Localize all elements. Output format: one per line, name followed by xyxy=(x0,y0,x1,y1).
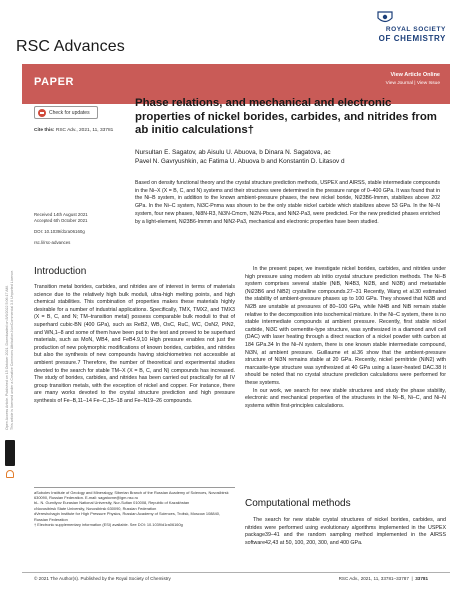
cc-by-nc-icon[interactable] xyxy=(5,440,15,466)
citation xyxy=(34,128,113,133)
footnote-divider xyxy=(34,487,235,488)
access-license-text xyxy=(5,270,15,430)
right-column-body xyxy=(245,266,446,410)
copyright-notice: © 2021 The Author(s). Published by the Royal Society of Chemistry xyxy=(34,576,171,581)
affiliation-footnotes xyxy=(34,487,235,527)
view-journal-link[interactable]: View Journal | View Issue xyxy=(385,81,440,86)
computational-methods-body xyxy=(245,517,446,547)
article-history xyxy=(34,212,118,246)
publisher-name-line1: ROYAL SOCIETY xyxy=(385,26,446,33)
right-paragraph-2: In our work, we search for new stable structures and study the phase stability, electronic and mechanical properties of the structures in the Ni–B, Ni–C, and Ni–N systems within first-principles calculations. xyxy=(245,387,446,409)
page-number: 33781 xyxy=(415,576,428,581)
computational-methods-heading: Computational methods xyxy=(245,498,351,509)
open-access-badge xyxy=(6,470,14,510)
page-reference: RSC Adv., 2021, 11, 33781–33787 | 33781 xyxy=(338,576,428,581)
authors-line-2: Pavel N. Gavryushkin, ac Fatima U. Abuova b and Konstantin D. Litasov d xyxy=(135,158,345,165)
view-online-link[interactable]: View Article Online xyxy=(390,72,440,78)
check-updates-label: Check for updates xyxy=(49,109,90,116)
journal-title: RSC Advances xyxy=(16,38,125,55)
rsc-crest-icon xyxy=(376,10,394,26)
footer-divider xyxy=(22,572,450,573)
cite-prefix: Cite this: xyxy=(34,128,55,133)
introduction-heading: Introduction xyxy=(34,266,87,277)
introduction-paragraph: Transition metal borides, carbides, and nitrides are of interest in terms of materials science due to the relatively high bulk moduli, ultra-high melting points, and high chemical stabilities. This combination of properties makes these materials highly desirable for a number of industrial applications. Specifically, TMX, TMX2, and TMX3 (X = B, C, and N; TM–transition metal) possess comparable bulk moduli to that of superhard cubic-BN (400 GPa), such as ReB2, WB, OsC, RuC, WC, OsN2, PtN2, and WN,1–8 and some of them have been put to the test and proved to be superhard materials, such as MoN, WB4, and FeB4.9,10 High pressure enables not just the production of new polymorphic modifications of known borides, carbides, and nitrides but also the synthesis of new compounds having stoichiometries not accessible at ambient pressure.7 Therefore, the number of theoretical and experimental studies devoted to the search for stable TM–X (X = B, C, and N) compounds has increased. The study of borides, carbides, and nitrides has been carried out practically for all IV group transition metals, with the exception of nickel and copper. For instance, there are many works devoted to the crystal structure prediction and high pressure synthesis of Fe–B,11–14 Fe–C,15–18 and Fe–N19–26 compounds. xyxy=(34,284,235,404)
access-text: Open Access Article. Published on 15 October 2021. Downloaded on 8/9/2022 5:06:17 AM. xyxy=(5,285,9,430)
page-range-ref: RSC Adv., 2021, 11, 33781–33787 xyxy=(338,576,409,581)
license-text[interactable]: This article is licensed under a Creative Commons Attribution-NonCommercial 3.0 Unported Licence. xyxy=(10,269,14,430)
check-updates-icon xyxy=(38,109,46,117)
journal-site[interactable]: rsc.li/rsc-advances xyxy=(34,240,71,245)
right-paragraph-1: In the present paper, we investigate nickel borides, carbides, and nitrides under high pressure using modern ab initio crystal structure prediction methods. The Ni–B system comprises several stable (NiB, Ni4B3, Ni2B, and Ni3B) and metastable (Ni23B6 and NiB2) crystalline compounds.27–31 Recently, Wang et al.30 estimated the stability of ambient-pressure phases up to 100 GPa. They showed that Ni3B and Ni2B are unstable at pressures of 80–100 GPa, while Ni4B and NiB remain stable relative to the decomposition into isochemical mixture. In the Ni–C system, there is no stable intermediate compounds at ambient pressure. Recently, first stable nickel carbide, Ni3C with cementite-type structure, was synthesized in a diamond anvil cell (DAC) with laser heating through a direct reaction of a nickel powder with carbon at 184 GPa.34 In the Ni–N system, there is one known stable intermediate compound, Ni3N, at ambient pressure. Guillaume et al.36 show that the ambient-pressure structure of Ni3N remains stable at 20 GPa. Recently, nickel pernitride (NiN2) with marcasite-type structure was synthesized at 40 GPa using a laser-heated DAC.38 It should be noted that no crystal structure prediction calculations were performed for these systems. xyxy=(245,266,446,386)
introduction-body xyxy=(34,284,235,406)
footnote-b: bL. N. Gumilyov Eurasian National University, Nur-Sultan 010008, Republic of Kazakhstan xyxy=(34,500,190,506)
accepted-date: Accepted 6th October 2021 xyxy=(34,218,88,223)
cite-ref: RSC Adv., 2021, 11, 33781 xyxy=(55,128,114,133)
abstract: Based on density functional theory and the crystal structure prediction methods, USPEX and AIRSS, stable intermediate compounds in the Ni–X (X = B, C, and N) systems and their structures were determined in the pressure range of 0–400 GPa. It was found that in the Ni–B system, in addition to the known ambient-pressure phases, the new nickel boride, Ni23B6-Immm, stabilizes above 202 GPa. In the Ni–C system, Ni3C-Pnma was shown to be the only stable nickel carbide which stabilizes above 53 GPa. In the Ni–N system, four new phases, Ni8N-R3, Ni3N-Cmcm, Ni2N-Pbca, and NiN2-Pa3, were predicted. For the new predicted phases enriched by a light-element, Ni23B6-Immm and NiN2-Pa3, mechanical and electronic properties have been studied. xyxy=(135,180,440,225)
doi[interactable]: DOI: 10.1039/d1ra06160g xyxy=(34,229,85,234)
article-title: Phase relations, and mechanical and electronic properties of nickel borides, carbides, and nitrides from ab initio calculations† xyxy=(135,97,437,136)
computational-methods-paragraph: The search for new stable crystal structures of nickel borides, carbides, and nitrides were performed using evolutionary algorithms implemented in the USPEX package39–41 and the random sampling method implemented in the AIRSS software42,43 at 50, 100, 200, 300, and 400 GPa. xyxy=(245,517,446,546)
footnote-esi[interactable]: † Electronic supplementary information (ESI) available. See DOI: 10.1039/d1ra06160g xyxy=(34,521,183,527)
received-date: Received 14th August 2021 xyxy=(34,212,88,217)
footnote-a: aSobolev Institute of Geology and Mineralogy, Siberian Branch of the Russian Academy of Sciences, Novosibirsk 630090, Russian Federation. E-mail: sagatovne@igm.nsc.ru xyxy=(34,489,229,500)
footnote-d: dVereshchagin Institute for High Pressure Physics, Russian Academy of Sciences, Troitsk, Moscow 108840, Russian Federation xyxy=(34,511,220,522)
publisher-name-line2: OF CHEMISTRY xyxy=(378,34,446,43)
publisher-logo[interactable] xyxy=(356,10,446,48)
footnote-c: cNovosibirsk State University, Novosibirsk 630090, Russian Federation xyxy=(34,505,157,511)
article-type-label: PAPER xyxy=(34,76,75,88)
check-updates-button[interactable] xyxy=(34,106,98,119)
authors-line-1: Nursultan E. Sagatov, ab Aisulu U. Abuova, b Dinara N. Sagatova, ac xyxy=(135,149,331,156)
open-access-lock-icon xyxy=(6,470,14,478)
author-list xyxy=(135,148,440,166)
access-license-strip xyxy=(2,190,18,430)
